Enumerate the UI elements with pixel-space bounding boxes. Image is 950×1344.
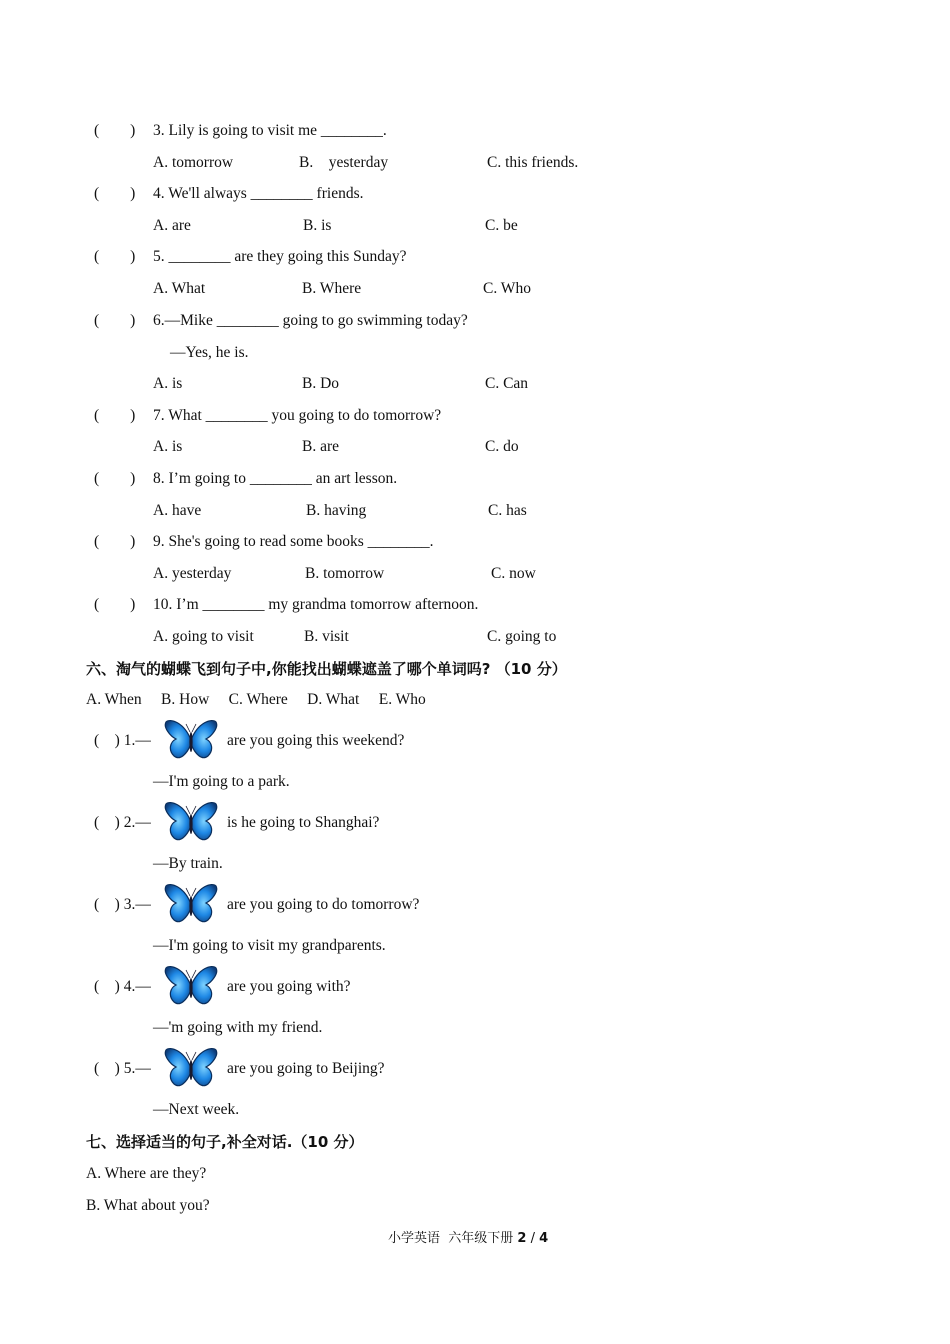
- answer-paren: ( ): [94, 122, 136, 139]
- item-answer: —'m going with my friend.: [153, 1019, 323, 1036]
- option-b: B. Do: [302, 375, 340, 392]
- option-c: C. going to: [487, 628, 557, 645]
- option-b: B. having: [306, 502, 367, 519]
- item-answer: —By train.: [153, 855, 223, 872]
- option-a: A. yesterday: [153, 565, 232, 582]
- option-c: C. has: [488, 502, 527, 519]
- answer-paren: ( ): [94, 470, 136, 487]
- question-stem: 8. I’m going to ________ an art lesson.: [153, 470, 398, 487]
- item-rest: are you going with?: [227, 978, 351, 995]
- question-stem: 5. ________ are they going this Sunday?: [153, 248, 407, 265]
- choice-b: B. What about you?: [86, 1197, 210, 1214]
- option-c: C. be: [485, 217, 518, 234]
- option-b: B. is: [303, 217, 332, 234]
- choice-a: A. Where are they?: [86, 1165, 207, 1182]
- option-a: A. What: [153, 280, 206, 297]
- question-stem: 4. We'll always ________ friends.: [153, 185, 364, 202]
- item-rest: are you going this weekend?: [227, 732, 405, 749]
- butterfly-icon: [164, 1046, 218, 1092]
- option-a: A. is: [153, 438, 183, 455]
- item-answer: —Next week.: [153, 1101, 240, 1118]
- option-c: C. now: [491, 565, 536, 582]
- page-separator: /: [526, 1231, 540, 1246]
- butterfly-icon: [164, 800, 218, 846]
- option-a: A. are: [153, 217, 191, 234]
- answer-paren: ( ): [94, 248, 136, 265]
- item-rest: are you going to do tomorrow?: [227, 896, 420, 913]
- option-a: A. tomorrow: [153, 154, 234, 171]
- answer-paren: ( ): [94, 312, 136, 329]
- section-7-heading: 七、选择适当的句子,补全对话.（10 分）: [86, 1133, 364, 1151]
- option-b: B. are: [302, 438, 340, 455]
- item-rest: is he going to Shanghai?: [227, 814, 380, 831]
- option-a: A. is: [153, 375, 183, 392]
- option-c: C. Can: [485, 375, 529, 392]
- item-prefix: ( ) 1.—: [94, 732, 151, 749]
- option-b: B. Where: [302, 280, 362, 297]
- question-stem: 3. Lily is going to visit me ________.: [153, 122, 387, 139]
- item-answer: —I'm going to visit my grandparents.: [153, 937, 386, 954]
- option-c: C. do: [485, 438, 519, 455]
- page-total: 4: [539, 1231, 549, 1246]
- option-a: A. have: [153, 502, 202, 519]
- answer-paren: ( ): [94, 407, 136, 424]
- option-a: A. going to visit: [153, 628, 254, 645]
- item-rest: are you going to Beijing?: [227, 1060, 385, 1077]
- option-b: B. visit: [304, 628, 349, 645]
- option-c: C. Who: [483, 280, 531, 297]
- option-b: B. yesterday: [299, 154, 389, 171]
- item-prefix: ( ) 2.—: [94, 814, 151, 831]
- option-b: B. tomorrow: [305, 565, 385, 582]
- item-prefix: ( ) 4.—: [94, 978, 151, 995]
- page-number: 2: [517, 1231, 527, 1246]
- item-prefix: ( ) 3.—: [94, 896, 151, 913]
- question-stem: 6.—Mike ________ going to go swimming today?: [153, 312, 468, 329]
- butterfly-icon: [164, 964, 218, 1010]
- footer-label: 小学英语 六年级下册: [388, 1231, 518, 1246]
- question-stem: 9. She's going to read some books ________.: [153, 533, 434, 550]
- question-reply: —Yes, he is.: [170, 344, 249, 361]
- item-answer: —I'm going to a park.: [153, 773, 290, 790]
- answer-paren: ( ): [94, 533, 136, 550]
- butterfly-icon: [164, 882, 218, 928]
- question-stem: 10. I’m ________ my grandma tomorrow afternoon.: [153, 596, 479, 613]
- answer-paren: ( ): [94, 596, 136, 613]
- page-footer: [388, 1230, 548, 1248]
- word-options: A. When B. How C. Where D. What E. Who: [86, 691, 426, 708]
- question-stem: 7. What ________ you going to do tomorrow?: [153, 407, 442, 424]
- section-6-heading: 六、淘气的蝴蝶飞到句子中,你能找出蝴蝶遮盖了哪个单词吗? （10 分）: [86, 660, 567, 678]
- answer-paren: ( ): [94, 185, 136, 202]
- option-c: C. this friends.: [487, 154, 579, 171]
- butterfly-icon: [164, 718, 218, 764]
- item-prefix: ( ) 5.—: [94, 1060, 151, 1077]
